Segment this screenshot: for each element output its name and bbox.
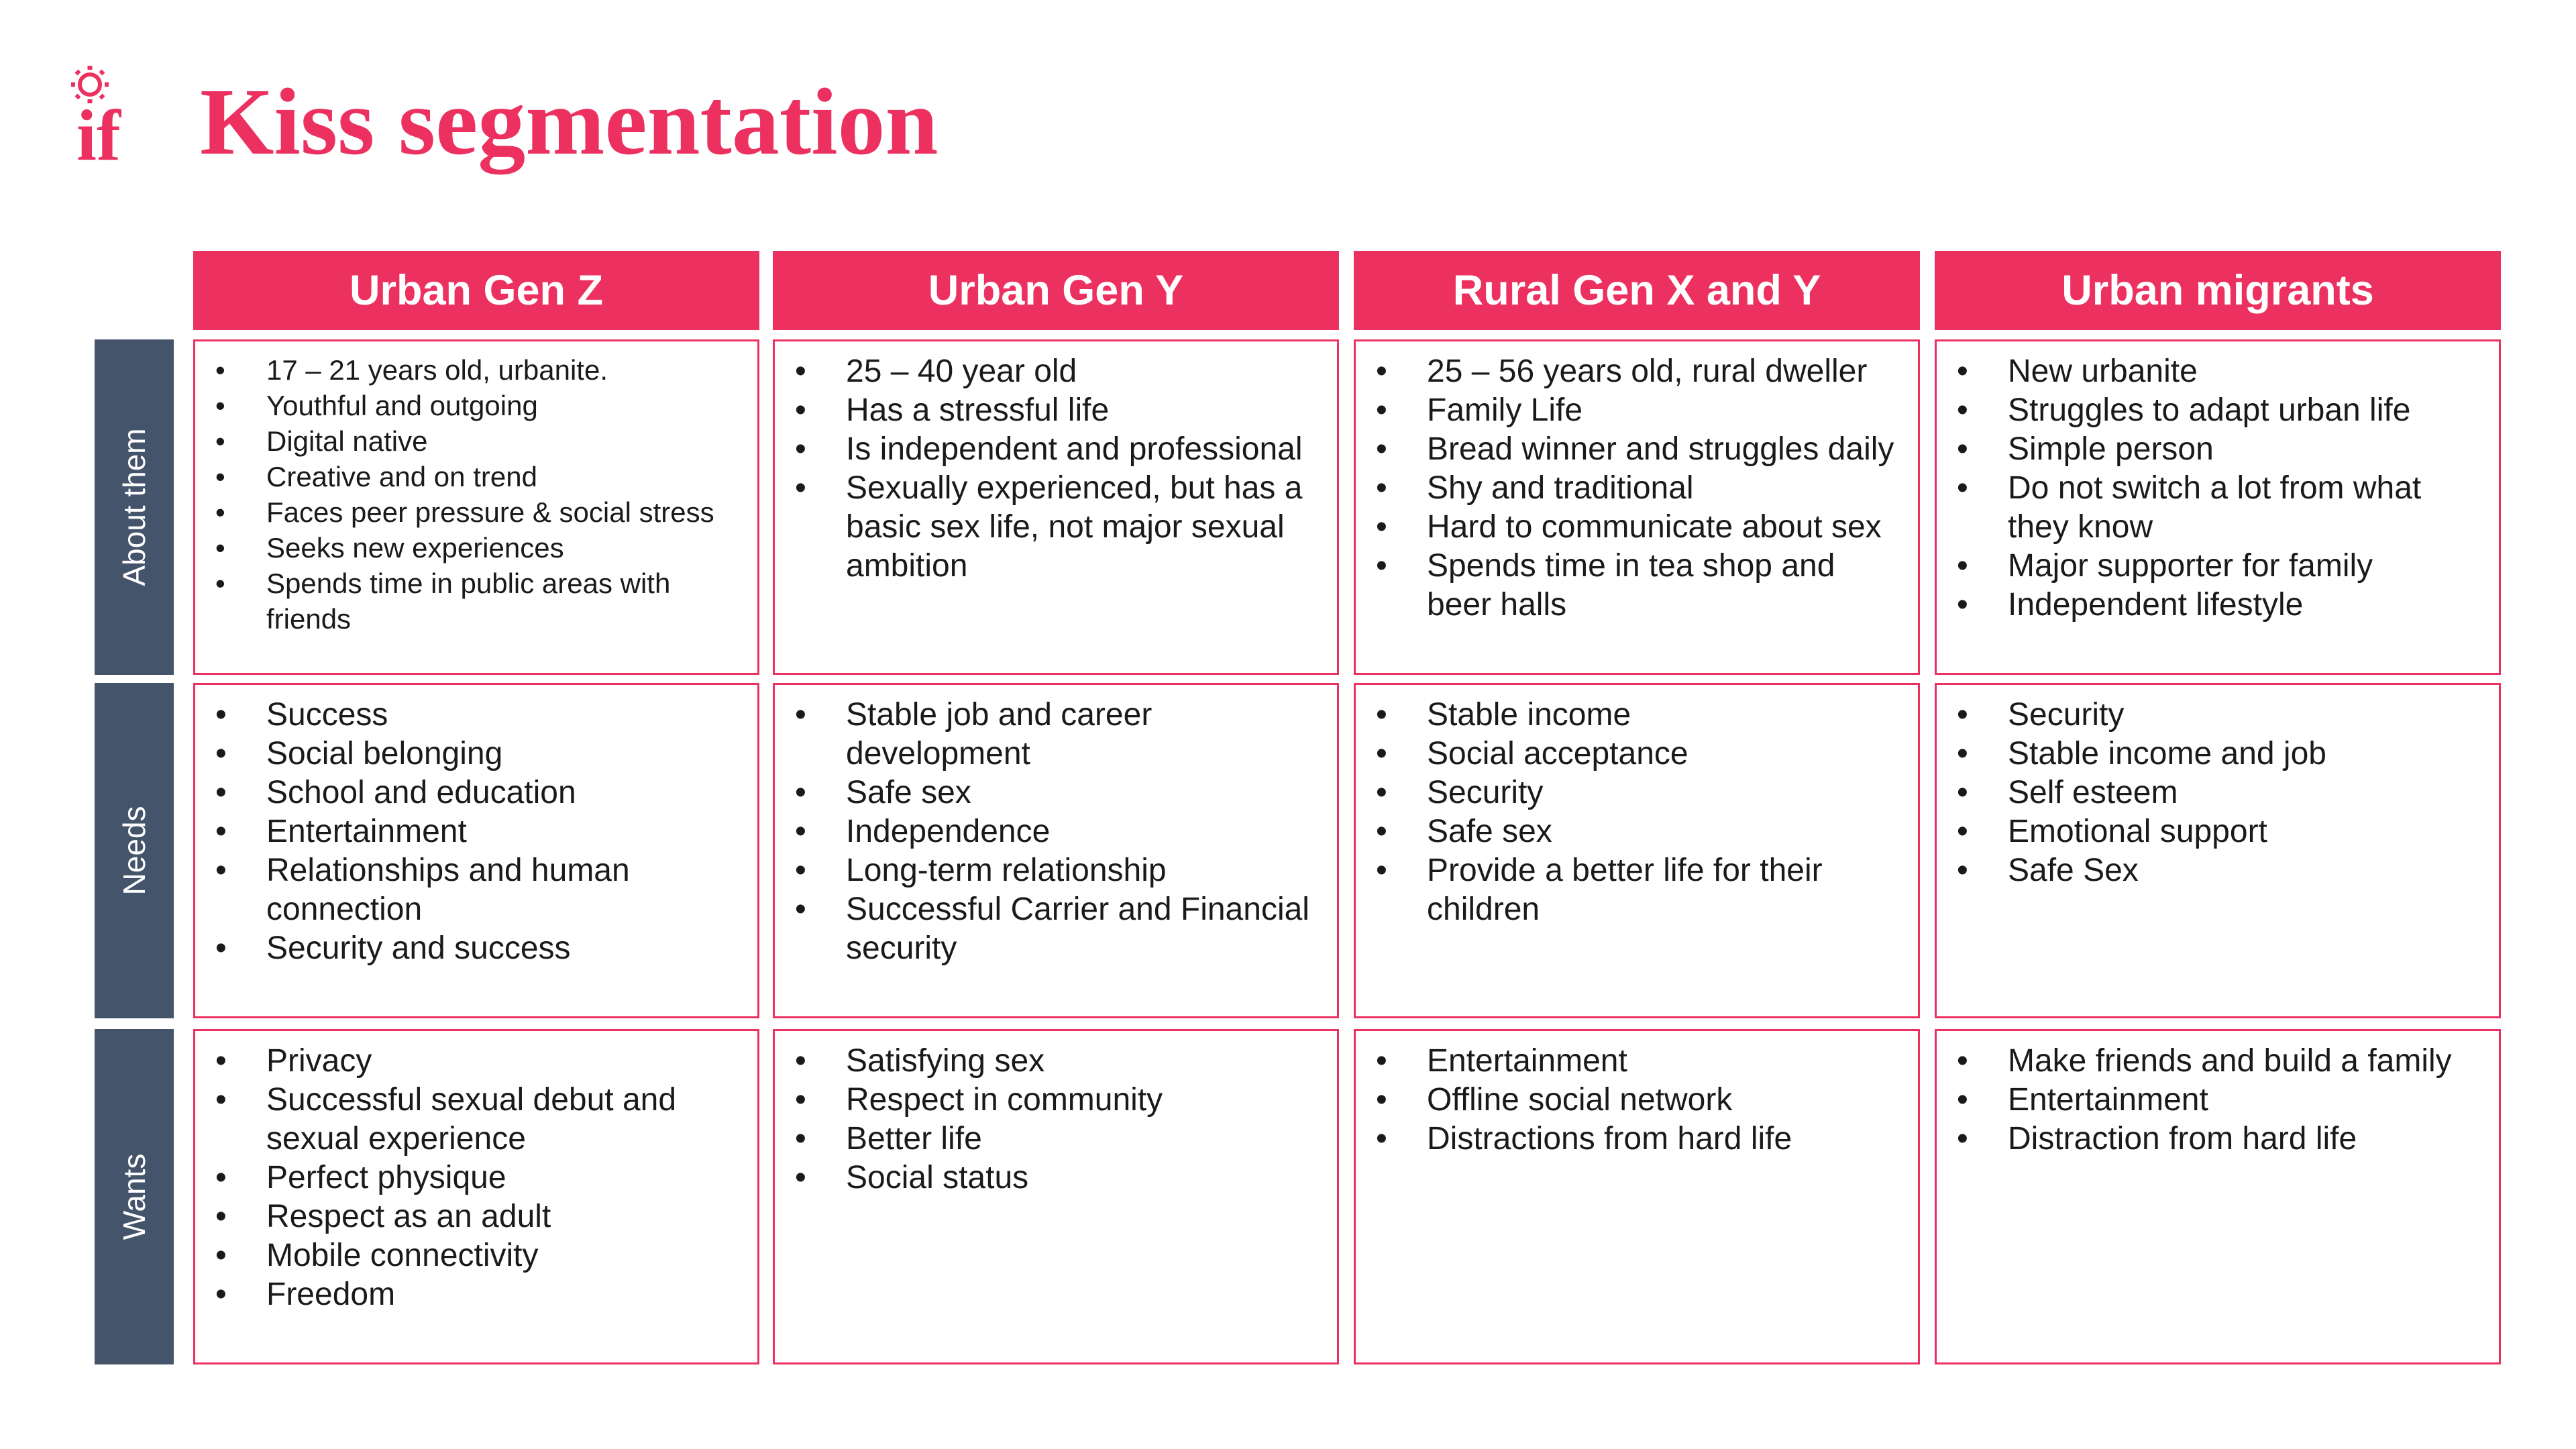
row-label-needs <box>95 683 174 1018</box>
list-item: • Make friends and build a family <box>1953 1042 2483 1081</box>
list-item: • Provide a better life for their children <box>1372 851 1902 929</box>
list-item: • Offline social network <box>1372 1081 1902 1120</box>
column-header-urban-gen-z: Urban Gen Z <box>193 251 759 330</box>
list-item: • Better life <box>791 1120 1321 1159</box>
bullet-list <box>1953 696 2483 890</box>
list-item: • Do not switch a lot from what they know <box>1953 469 2483 547</box>
list-item: • Entertainment <box>211 812 741 851</box>
list-item: • Entertainment <box>1953 1081 2483 1120</box>
row-label-text: Needs <box>117 806 152 896</box>
list-item: • Youthful and outgoing <box>211 388 741 423</box>
logo-text: if <box>76 96 121 165</box>
list-item: • Success <box>211 696 741 735</box>
row-label-wants <box>95 1029 174 1364</box>
list-item: • Distraction from hard life <box>1953 1120 2483 1159</box>
cell-urban-gen-y-about <box>773 339 1339 675</box>
bullet-list <box>211 1042 741 1314</box>
cell-urban-gen-z-about <box>193 339 759 675</box>
list-item: • Security and success <box>211 929 741 968</box>
list-item: • Shy and traditional <box>1372 469 1902 508</box>
list-item: • Hard to communicate about sex <box>1372 508 1902 547</box>
row-label-text: About them <box>117 428 152 586</box>
row-label-text: Wants <box>117 1153 152 1240</box>
list-item: • Stable job and career development <box>791 696 1321 773</box>
cell-urban-gen-y-wants <box>773 1029 1339 1364</box>
list-item: • Spends time in tea shop and beer halls <box>1372 547 1902 625</box>
list-item: • Major supporter for family <box>1953 547 2483 586</box>
bullet-list <box>791 696 1321 968</box>
cell-rural-gen-x-y-wants <box>1354 1029 1920 1364</box>
cell-urban-gen-z-wants <box>193 1029 759 1364</box>
cell-urban-migrants-needs <box>1935 683 2501 1018</box>
list-item: • Privacy <box>211 1042 741 1081</box>
list-item: • Stable income and job <box>1953 735 2483 773</box>
list-item: • Faces peer pressure & social stress <box>211 494 741 530</box>
cell-urban-migrants-about <box>1935 339 2501 675</box>
list-item: • Respect in community <box>791 1081 1321 1120</box>
bullet-list <box>211 352 741 637</box>
list-item: • Successful sexual debut and sexual experience <box>211 1081 741 1159</box>
list-item: • Perfect physique <box>211 1159 741 1197</box>
list-item: • 25 – 56 years old, rural dweller <box>1372 352 1902 391</box>
cell-urban-migrants-wants <box>1935 1029 2501 1364</box>
cell-rural-gen-x-y-about <box>1354 339 1920 675</box>
list-item: • Independent lifestyle <box>1953 586 2483 625</box>
list-item: • Creative and on trend <box>211 459 741 494</box>
list-item: • Security <box>1953 696 2483 735</box>
list-item: • Independence <box>791 812 1321 851</box>
list-item: • Struggles to adapt urban life <box>1953 391 2483 430</box>
list-item: • Family Life <box>1372 391 1902 430</box>
cell-urban-gen-y-needs <box>773 683 1339 1018</box>
list-item: • Social status <box>791 1159 1321 1197</box>
if-logo <box>67 64 148 165</box>
list-item: • School and education <box>211 773 741 812</box>
list-item: • Spends time in public areas with friends <box>211 566 741 637</box>
column-header-urban-migrants: Urban migrants <box>1935 251 2501 330</box>
list-item: • Bread winner and struggles daily <box>1372 430 1902 469</box>
list-item: • Successful Carrier and Financial security <box>791 890 1321 968</box>
list-item: • Sexually experienced, but has a basic sex life, not major sexual ambition <box>791 469 1321 586</box>
bullet-list <box>1372 696 1902 929</box>
list-item: • Distractions from hard life <box>1372 1120 1902 1159</box>
list-item: • Freedom <box>211 1275 741 1314</box>
list-item: • Long-term relationship <box>791 851 1321 890</box>
list-item: • 17 – 21 years old, urbanite. <box>211 352 741 388</box>
list-item: • Entertainment <box>1372 1042 1902 1081</box>
list-item: • Emotional support <box>1953 812 2483 851</box>
list-item: • Mobile connectivity <box>211 1236 741 1275</box>
list-item: • Digital native <box>211 423 741 459</box>
list-item: • Social belonging <box>211 735 741 773</box>
list-item: • Stable income <box>1372 696 1902 735</box>
list-item: • 25 – 40 year old <box>791 352 1321 391</box>
list-item: • New urbanite <box>1953 352 2483 391</box>
bullet-list <box>1372 352 1902 625</box>
list-item: • Safe Sex <box>1953 851 2483 890</box>
list-item: • Has a stressful life <box>791 391 1321 430</box>
bullet-list <box>211 696 741 968</box>
list-item: • Satisfying sex <box>791 1042 1321 1081</box>
list-item: • Safe sex <box>791 773 1321 812</box>
bullet-list <box>791 352 1321 586</box>
column-header-urban-gen-y: Urban Gen Y <box>773 251 1339 330</box>
bullet-list <box>1953 1042 2483 1159</box>
column-header-rural-gen-x-y: Rural Gen X and Y <box>1354 251 1920 330</box>
list-item: • Security <box>1372 773 1902 812</box>
bullet-list <box>791 1042 1321 1197</box>
list-item: • Safe sex <box>1372 812 1902 851</box>
bullet-list <box>1953 352 2483 625</box>
list-item: • Seeks new experiences <box>211 530 741 566</box>
list-item: • Simple person <box>1953 430 2483 469</box>
cell-rural-gen-x-y-needs <box>1354 683 1920 1018</box>
list-item: • Respect as an adult <box>211 1197 741 1236</box>
row-label-about-them <box>95 339 174 675</box>
list-item: • Social acceptance <box>1372 735 1902 773</box>
list-item: • Relationships and human connection <box>211 851 741 929</box>
cell-urban-gen-z-needs <box>193 683 759 1018</box>
list-item: • Self esteem <box>1953 773 2483 812</box>
bullet-list <box>1372 1042 1902 1159</box>
list-item: • Is independent and professional <box>791 430 1321 469</box>
page-title: Kiss segmentation <box>200 68 938 174</box>
